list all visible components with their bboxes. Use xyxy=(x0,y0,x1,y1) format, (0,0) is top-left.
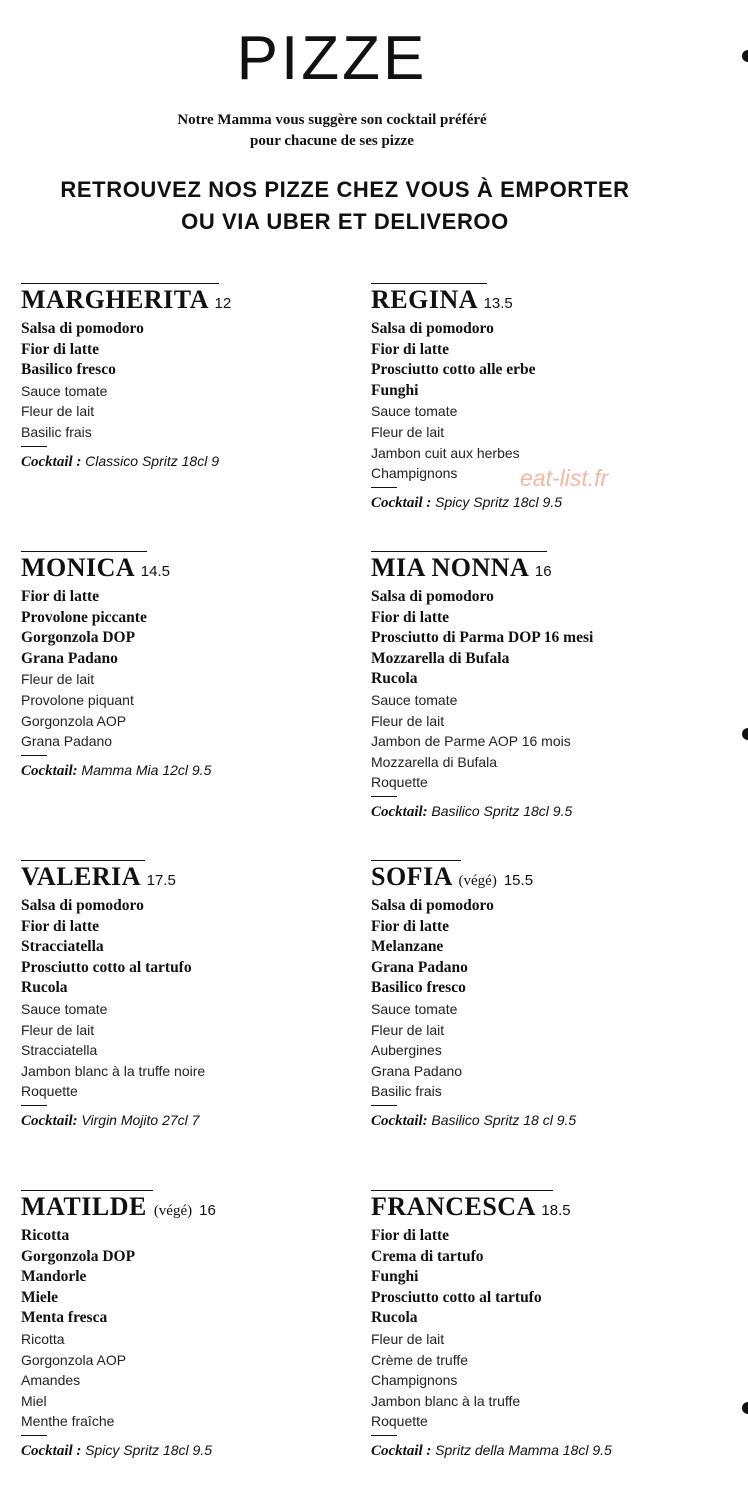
ingredient-italian: Crema di tartufo xyxy=(371,1247,484,1265)
ingredient-italian: Fior di latte xyxy=(371,917,450,935)
ingredient-french: Jambon blanc à la truffe xyxy=(371,1392,521,1409)
ingredient-italian: Funghi xyxy=(371,1268,419,1286)
cocktail-suggestion xyxy=(371,492,701,513)
divider xyxy=(21,446,47,447)
cocktail-name: Spicy Spritz 18cl 9.5 xyxy=(435,493,563,510)
ingredient-italian: Provolone piccante xyxy=(21,608,147,626)
ingredient-french: Sauce tomate xyxy=(371,691,458,708)
ingredient-italian: Salsa di pomodoro xyxy=(371,588,494,605)
pizza-name xyxy=(21,285,351,319)
ingredient-french: Stracciatella xyxy=(21,1042,98,1059)
pizza-title: MIA NONNA xyxy=(371,553,528,582)
ingredient-italian: Salsa di pomodoro xyxy=(21,897,144,914)
ingredient-french: Ricotta xyxy=(21,1330,65,1347)
ingredient-french: Gorgonzola AOP xyxy=(21,1351,127,1368)
ingredient-french: Sauce tomate xyxy=(21,1000,108,1017)
pizza-title: MARGHERITA xyxy=(21,285,208,314)
ingredient-italian: Fior di latte xyxy=(371,1227,450,1244)
divider xyxy=(371,1435,397,1436)
ingredient-italian: Rucola xyxy=(21,979,68,997)
ingredient-italian: Prosciutto cotto alle erbe xyxy=(371,361,536,379)
ingredient-italian: Fior di latte xyxy=(371,340,450,358)
cocktail-name: Classico Spritz 18cl 9 xyxy=(85,452,219,469)
ingredient-italian: Prosciutto cotto al tartufo xyxy=(371,1288,542,1306)
pizza-tag: (végé) xyxy=(153,1203,193,1219)
ingredient-list xyxy=(21,319,351,443)
ingredient-french: Basilic frais xyxy=(371,1083,442,1100)
ingredient-french: Jambon blanc à la truffe noire xyxy=(21,1062,206,1079)
cocktail-label: Cocktail: xyxy=(371,1112,428,1129)
pizza-price: 17.5 xyxy=(146,872,176,889)
pizza-price: 13.5 xyxy=(483,295,513,312)
ingredient-italian: Gorgonzola DOP xyxy=(21,1247,136,1265)
pizza-item xyxy=(21,551,351,781)
ingredient-italian: Ricotta xyxy=(21,1227,70,1244)
pizza-title: SOFIA xyxy=(371,862,452,891)
pizza-title: REGINA xyxy=(371,285,477,314)
cocktail-name: Spritz della Mamma 18cl 9.5 xyxy=(435,1441,612,1458)
divider xyxy=(371,1190,553,1191)
pizza-name xyxy=(371,553,701,587)
ingredient-italian: Rucola xyxy=(371,670,418,688)
divider xyxy=(21,755,47,756)
ingredient-italian: Fior di latte xyxy=(21,917,100,935)
ingredient-french: Fleur de lait xyxy=(371,712,445,729)
ingredient-list xyxy=(21,1226,351,1432)
cocktail-suggestion xyxy=(21,1110,351,1131)
ingredient-italian: Salsa di pomodoro xyxy=(371,320,494,337)
ingredient-italian: Grana Padano xyxy=(21,649,118,667)
ingredient-french: Fleur de lait xyxy=(371,1021,445,1038)
ingredient-italian: Prosciutto cotto al tartufo xyxy=(21,958,192,976)
ingredient-french: Grana Padano xyxy=(371,1062,463,1079)
cocktail-label: Cocktail : xyxy=(21,453,82,470)
ingredient-italian: Melanzane xyxy=(371,938,444,956)
ingredient-french: Provolone piquant xyxy=(21,691,134,708)
pizza-item xyxy=(21,860,351,1131)
pizza-item xyxy=(21,283,351,472)
pizza-item xyxy=(371,1190,701,1461)
ingredient-french: Amandes xyxy=(21,1372,81,1389)
divider xyxy=(371,796,397,797)
pizza-name xyxy=(371,285,701,319)
divider xyxy=(21,860,145,861)
ingredient-italian: Basilico fresco xyxy=(21,361,116,379)
edge-dot xyxy=(742,50,748,62)
ingredient-french: Mozzarella di Bufala xyxy=(371,753,498,770)
ingredient-french: Champignons xyxy=(371,1372,458,1389)
cocktail-name: Basilico Spritz 18 cl 9.5 xyxy=(431,1111,577,1128)
divider xyxy=(21,283,219,284)
ingredient-italian: Salsa di pomodoro xyxy=(371,897,494,914)
cocktail-label: Cocktail : xyxy=(371,1442,432,1459)
ingredient-list xyxy=(371,587,701,793)
pizza-tag: (végé) xyxy=(458,873,497,889)
pizza-item xyxy=(371,860,701,1131)
cocktail-label: Cocktail: xyxy=(21,762,78,779)
pizza-name xyxy=(21,862,351,896)
cocktail-label: Cocktail : xyxy=(21,1442,82,1459)
divider xyxy=(371,1105,397,1106)
intro-text xyxy=(0,110,664,152)
ingredient-french: Gorgonzola AOP xyxy=(21,712,127,729)
ingredient-italian: Miele xyxy=(21,1288,59,1306)
ingredient-french: Champignons xyxy=(371,465,458,482)
divider xyxy=(21,551,147,552)
ingredient-list xyxy=(371,1226,701,1432)
ingredient-french: Aubergines xyxy=(371,1042,442,1059)
ingredient-french: Fleur de lait xyxy=(21,671,95,688)
cocktail-label: Cocktail: xyxy=(21,1112,78,1129)
ingredient-list xyxy=(371,896,701,1102)
ingredient-italian: Gorgonzola DOP xyxy=(21,629,136,647)
ingredient-list xyxy=(21,587,351,752)
ingredient-french: Fleur de lait xyxy=(371,1330,445,1347)
pizza-item xyxy=(21,1190,351,1461)
cocktail-suggestion xyxy=(371,801,701,822)
cocktail-name: Basilico Spritz 18cl 9.5 xyxy=(431,802,573,819)
cocktail-suggestion xyxy=(21,1440,351,1461)
pizza-price: 15.5 xyxy=(503,872,534,889)
pizza-name xyxy=(371,862,701,896)
pizza-title: MATILDE xyxy=(21,1192,147,1221)
ingredient-italian: Prosciutto di Parma DOP 16 mesi xyxy=(371,629,594,647)
ingredient-french: Crème de truffe xyxy=(371,1351,469,1368)
ingredient-french: Roquette xyxy=(21,1083,78,1100)
ingredient-italian: Rucola xyxy=(371,1309,418,1327)
ingredient-french: Jambon de Parme AOP 16 mois xyxy=(371,733,571,750)
pizza-item xyxy=(371,551,701,822)
pizza-name xyxy=(21,1192,351,1226)
ingredient-list xyxy=(21,896,351,1102)
edge-dot xyxy=(742,1402,748,1414)
ingredient-french: Jambon cuit aux herbes xyxy=(371,444,520,461)
ingredient-italian: Fior di latte xyxy=(21,588,100,605)
takeaway-line-2: OU VIA UBER ET DELIVEROO xyxy=(181,209,509,234)
ingredient-italian: Fior di latte xyxy=(21,340,100,358)
ingredient-italian: Menta fresca xyxy=(21,1309,108,1327)
pizza-price: 14.5 xyxy=(140,563,170,580)
pizza-price: 12 xyxy=(214,295,232,312)
page-title: PIZZE xyxy=(236,24,428,93)
takeaway-banner xyxy=(0,174,690,238)
watermark: eat-list.fr xyxy=(520,465,609,491)
ingredient-italian: Basilico fresco xyxy=(371,979,466,997)
pizza-title: VALERIA xyxy=(21,862,140,891)
ingredient-french: Sauce tomate xyxy=(21,382,108,399)
pizza-title: MONICA xyxy=(21,553,134,582)
ingredient-french: Basilic frais xyxy=(21,423,92,440)
pizza-price: 16 xyxy=(534,563,552,580)
ingredient-french: Menthe fraîche xyxy=(21,1413,115,1430)
pizza-title: FRANCESCA xyxy=(371,1192,535,1221)
intro-line-2: pour chacune de ses pizze xyxy=(250,133,414,149)
pizza-name xyxy=(21,553,351,587)
pizza-price: 16 xyxy=(199,1202,216,1219)
divider xyxy=(21,1190,153,1191)
divider xyxy=(371,487,397,488)
cocktail-label: Cocktail: xyxy=(371,803,428,820)
ingredient-italian: Grana Padano xyxy=(371,958,468,976)
divider xyxy=(371,860,461,861)
ingredient-italian: Stracciatella xyxy=(21,938,104,956)
cocktail-name: Virgin Mojito 27cl 7 xyxy=(81,1111,200,1128)
cocktail-suggestion xyxy=(21,451,351,472)
divider xyxy=(21,1435,47,1436)
cocktail-name: Mamma Mia 12cl 9.5 xyxy=(81,761,212,778)
ingredient-french: Roquette xyxy=(371,1413,428,1430)
cocktail-label: Cocktail : xyxy=(371,494,432,511)
ingredient-french: Fleur de lait xyxy=(21,403,95,420)
ingredient-french: Grana Padano xyxy=(21,733,113,750)
cocktail-suggestion xyxy=(371,1110,701,1131)
takeaway-line-1: RETROUVEZ NOS PIZZE CHEZ VOUS À EMPORTER xyxy=(60,177,630,202)
edge-dot xyxy=(742,728,748,740)
ingredient-italian: Mozzarella di Bufala xyxy=(371,649,510,667)
divider xyxy=(371,283,487,284)
ingredient-italian: Salsa di pomodoro xyxy=(21,320,144,337)
pizza-price: 18.5 xyxy=(541,1202,571,1219)
ingredient-list xyxy=(371,319,701,484)
ingredient-french: Roquette xyxy=(371,774,428,791)
divider xyxy=(21,1105,47,1106)
cocktail-suggestion xyxy=(371,1440,701,1461)
ingredient-french: Sauce tomate xyxy=(371,1000,458,1017)
ingredient-italian: Fior di latte xyxy=(371,608,450,626)
cocktail-name: Spicy Spritz 18cl 9.5 xyxy=(85,1441,213,1458)
ingredient-italian: Funghi xyxy=(371,381,419,399)
divider xyxy=(371,551,547,552)
ingredient-french: Miel xyxy=(21,1392,47,1409)
pizza-name xyxy=(371,1192,701,1226)
ingredient-italian: Mandorle xyxy=(21,1268,87,1286)
ingredient-french: Fleur de lait xyxy=(21,1021,95,1038)
intro-line-1: Notre Mamma vous suggère son cocktail préféré xyxy=(177,112,487,128)
ingredient-french: Sauce tomate xyxy=(371,403,458,420)
ingredient-french: Fleur de lait xyxy=(371,423,445,440)
cocktail-suggestion xyxy=(21,760,351,781)
